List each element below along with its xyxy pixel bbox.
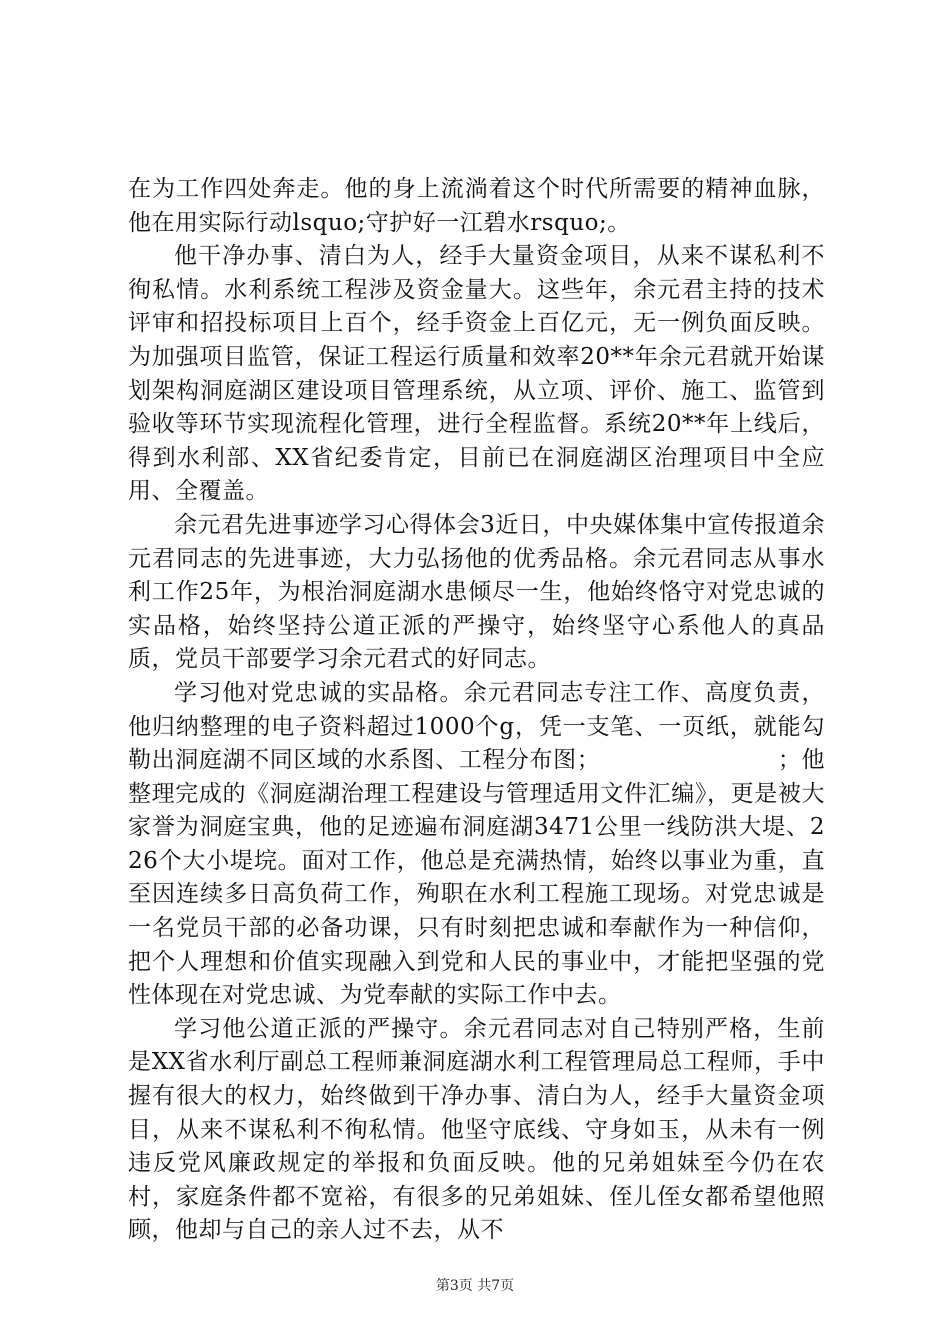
paragraph-2: 他干净办事、清白为人，经手大量资金项目，从来不谋私利不徇私情。水利系统工程涉及资金量大。这些年，余元君主持的技术评审和招投标项目上百个，经手资金上百亿元，无一例负面反映。为加强项目监管，保证工程运行质量和效率20**年余元君就开始谋划架构洞庭湖区建设项目管理系统，从立项、评价、施工、监管到验收等环节实现流程化管理，进行全程监督。系统20**年上线后，得到水利部、XX省纪委肯定，目前已在洞庭湖区治理项目中全应用、全覆盖。 bbox=[128, 243, 825, 505]
document-body bbox=[128, 173, 825, 1248]
paragraph-5: 学习他公道正派的严操守。余元君同志对自己特别严格，生前是XX省水利厅副总工程师兼洞庭湖水利工程管理局总工程师，手中握有很大的权力，始终做到干净办事、清白为人，经手大量资金项目，从来不谋私利不徇私情。他坚守底线、守身如玉，从未有一例违反党风廉政规定的举报和负面反映。他的兄弟姐妹至今仍在农村，家庭条件都不宽裕，有很多的兄弟姐妹、侄儿侄女都希望他照顾，他却与自己的亲人过不去，从不 bbox=[128, 1015, 825, 1244]
paragraph-1: 在为工作四处奔走。他的身上流淌着这个时代所需要的精神血脉，他在用实际行动lsquo;守护好一江碧水rsquo;。 bbox=[128, 176, 825, 236]
paragraph-4: 学习他对党忠诚的实品格。余元君同志专注工作、高度负责，他归纳整理的电子资料超过1000个g，凭一支笔、一页纸，就能勾勒出洞庭湖不同区域的水系图、工程分布图； ；他整理完成的《洞庭湖治理工程建设与管理适用文件汇编》，更是被大家誉为洞庭宝典，他的足迹遍布洞庭湖3471公里一线防洪大堤、226个大小堤垸。面对工作，他总是充满热情，始终以事业为重，直至因连续多日高负荷工作，殉职在水利工程施工现场。对党忠诚是一名党员干部的必备功课，只有时刻把忠诚和奉献作为一种信仰，把个人理想和价值实现融入到党和人民的事业中，才能把坚强的党性体现在对党忠诚、为党奉献的实际工作中去。 bbox=[128, 679, 825, 1009]
paragraph-3: 余元君先进事迹学习心得体会3近日，中央媒体集中宣传报道余元君同志的先进事迹，大力弘扬他的优秀品格。余元君同志从事水利工作25年，为根治洞庭湖水患倾尽一生，他始终恪守对党忠诚的实品格，始终坚持公道正派的严操守，始终坚守心系他人的真品质，党员干部要学习余元君式的好同志。 bbox=[128, 511, 825, 673]
page-number-footer: 第3页 共7页 bbox=[435, 1278, 515, 1294]
